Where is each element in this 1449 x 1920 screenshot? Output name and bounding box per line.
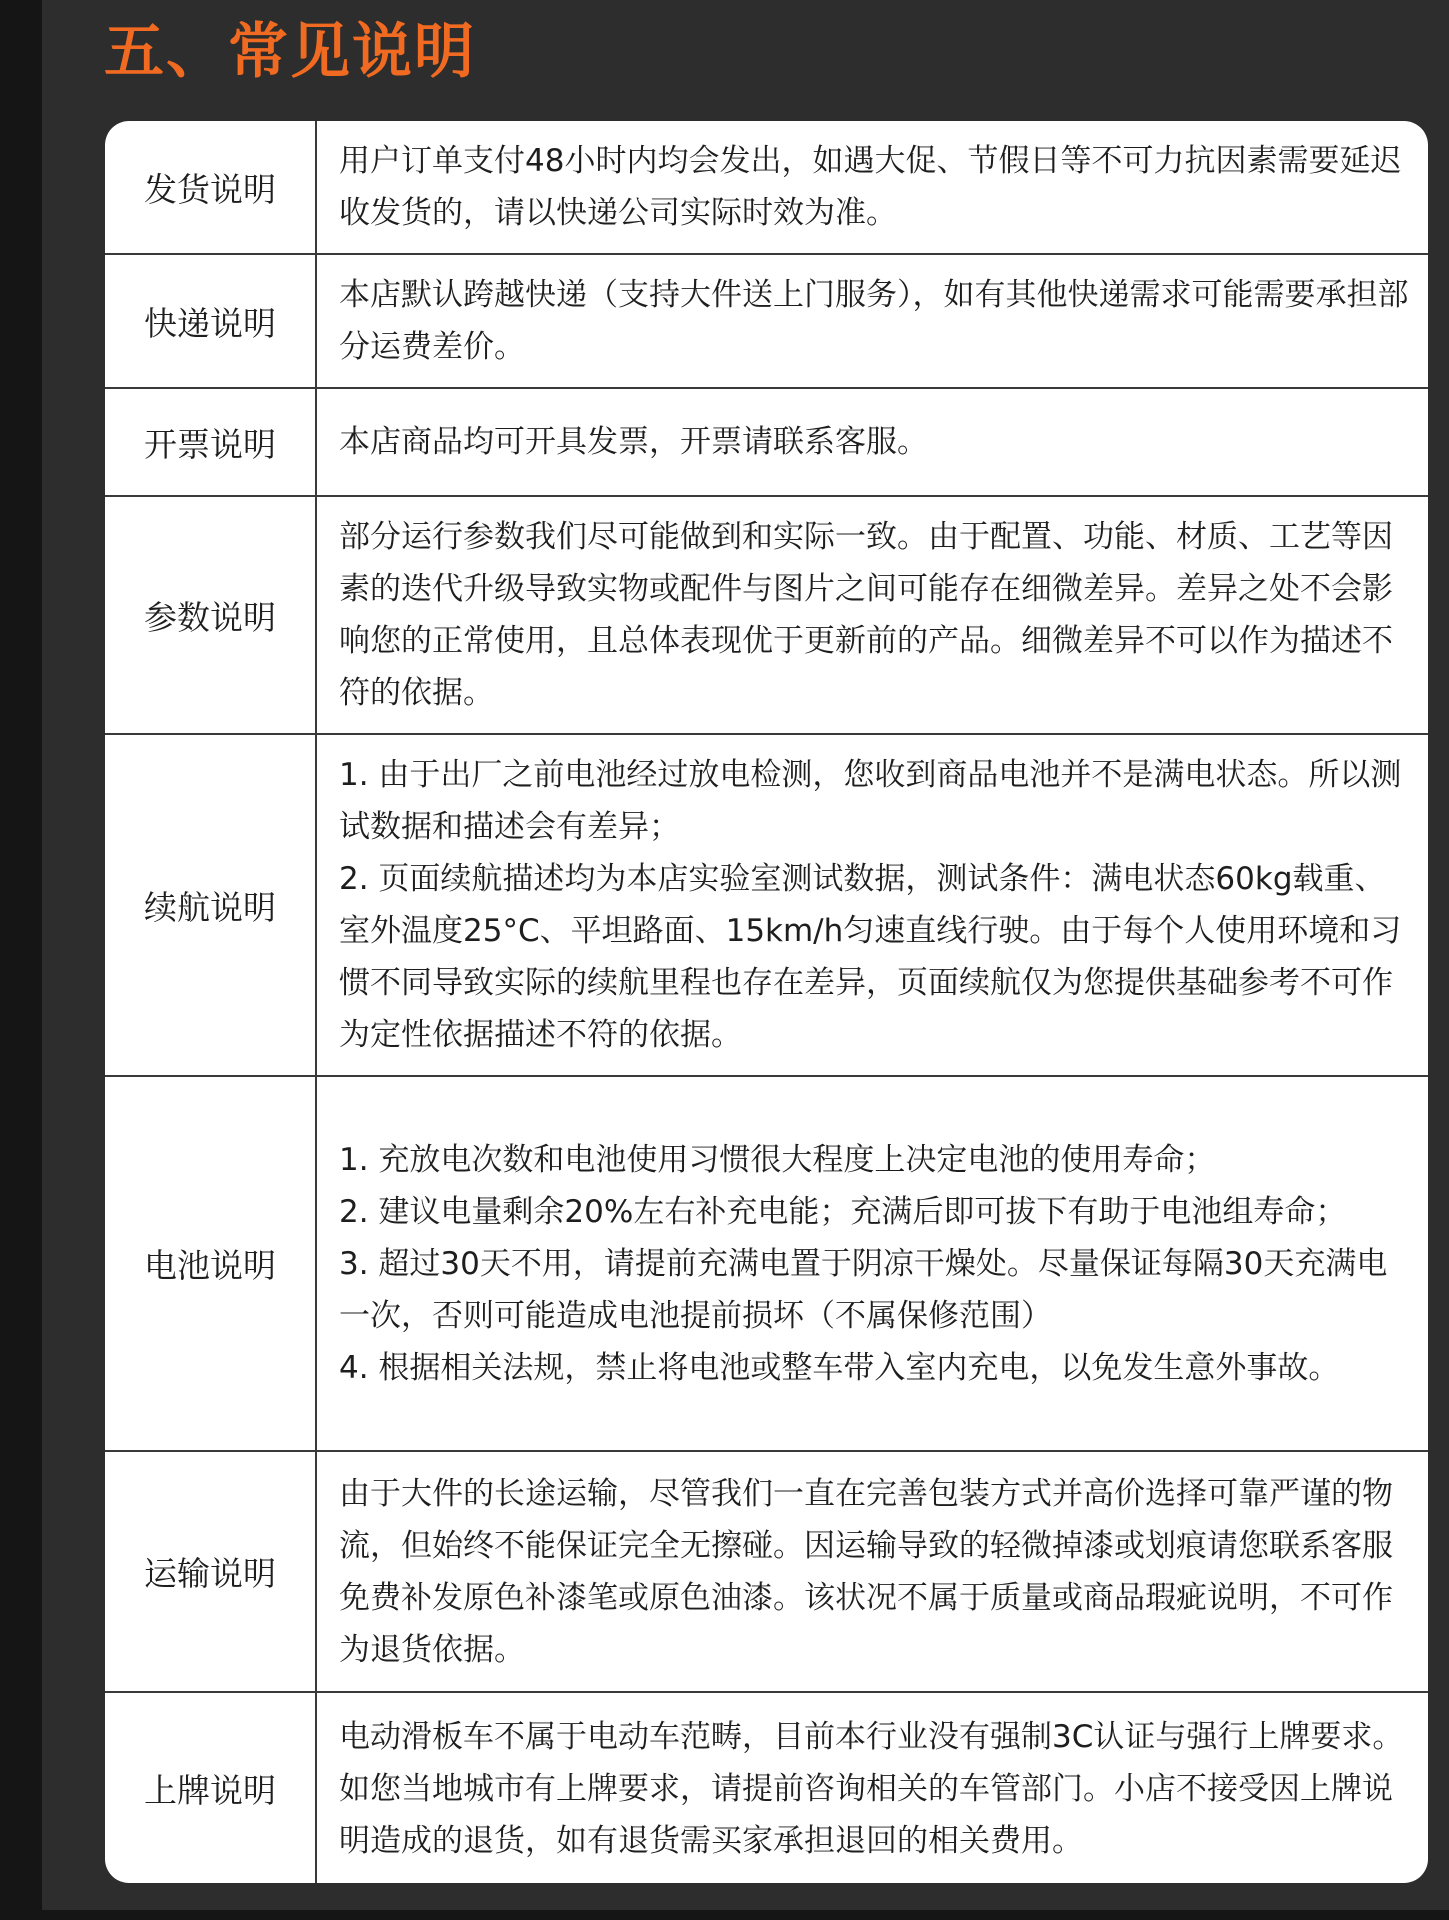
faq-row-parameters [105, 496, 1428, 734]
faq-row-content [316, 254, 1428, 388]
faq-row-label: 电池说明 [105, 1076, 316, 1451]
faq-row-content [316, 388, 1428, 496]
faq-row-content [316, 734, 1428, 1076]
faq-row-invoice [105, 388, 1428, 496]
faq-paragraph: 由于大件的长途运输，尽管我们一直在完善包装方式并高价选择可靠严谨的物流，但始终不能保证完全无擦碰。因运输导致的轻微掉漆或划痕请您联系客服免费补发原色补漆笔或原色油漆。该状况不属于质量或商品瑕疵说明，不可作为退货依据。 [339, 1475, 1393, 1668]
faq-row-courier [105, 254, 1428, 388]
faq-row-content [316, 1076, 1428, 1451]
section-title: 五、常见说明 [104, 17, 476, 87]
faq-paragraph: 电动滑板车不属于电动车范畴，目前本行业没有强制3C认证与强行上牌要求。如您当地城市有上牌要求，请提前咨询相关的车管部门。小店不接受因上牌说明造成的退货，如有退货需买家承担退回的相关费用。 [339, 1718, 1404, 1859]
faq-table [105, 121, 1428, 1883]
left-edge-strip [0, 0, 42, 1920]
faq-paragraph: 部分运行参数我们尽可能做到和实际一致。由于配置、功能、材质、工艺等因素的迭代升级导致实物或配件与图片之间可能存在细微差异。差异之处不会影响您的正常使用，且总体表现优于更新前的产品。细微差异不可以作为描述不符的依据。 [339, 519, 1393, 711]
faq-row-label: 续航说明 [105, 734, 316, 1076]
faq-paragraph: 2. 建议电量剩余20%左右补充电能；充满后即可拔下有助于电池组寿命； [339, 1193, 1347, 1230]
faq-row-content [316, 496, 1428, 734]
faq-row-label: 开票说明 [105, 388, 316, 496]
faq-row-shipping [105, 121, 1428, 254]
faq-row-content [316, 121, 1428, 254]
faq-paragraph: 2. 页面续航描述均为本店实验室测试数据，测试条件：满电状态60kg载重、室外温度25°C、平坦路面、15km/h匀速直线行驶。由于每个人使用环境和习惯不同导致实际的续航里程也存在差异，页面续航仅为您提供基础参考不可作为定性依据描述不符的依据。 [339, 861, 1402, 1053]
faq-row-label: 运输说明 [105, 1451, 316, 1692]
bottom-edge-strip [0, 1910, 1449, 1920]
faq-row-transport [105, 1451, 1428, 1692]
faq-paragraph: 本店默认跨越快递（支持大件送上门服务），如有其他快递需求可能需要承担部分运费差价。 [339, 277, 1409, 365]
faq-row-content [316, 1451, 1428, 1692]
faq-card [105, 121, 1428, 1883]
faq-paragraph: 3. 超过30天不用，请提前充满电置于阴凉干燥处。尽量保证每隔30天充满电一次，否则可能造成电池提前损坏（不属保修范围） [339, 1245, 1388, 1334]
faq-paragraph: 1. 由于出厂之前电池经过放电检测，您收到商品电池并不是满电状态。所以测试数据和描述会有差异； [339, 757, 1402, 845]
faq-row-label: 快递说明 [105, 254, 316, 388]
faq-paragraph: 4. 根据相关法规，禁止将电池或整车带入室内充电，以免发生意外事故。 [339, 1349, 1340, 1386]
faq-paragraph: 1. 充放电次数和电池使用习惯很大程度上决定电池的使用寿命； [339, 1141, 1216, 1178]
faq-row-battery [105, 1076, 1428, 1451]
faq-row-content [316, 1692, 1428, 1883]
faq-paragraph: 用户订单支付48小时内均会发出，如遇大促、节假日等不可力抗因素需要延迟收发货的，请以快递公司实际时效为准。 [339, 143, 1402, 231]
faq-row-registration [105, 1692, 1428, 1883]
faq-row-label: 上牌说明 [105, 1692, 316, 1883]
faq-row-label: 参数说明 [105, 496, 316, 734]
faq-row-label: 发货说明 [105, 121, 316, 254]
faq-paragraph: 本店商品均可开具发票，开票请联系客服。 [339, 424, 928, 460]
faq-row-range [105, 734, 1428, 1076]
